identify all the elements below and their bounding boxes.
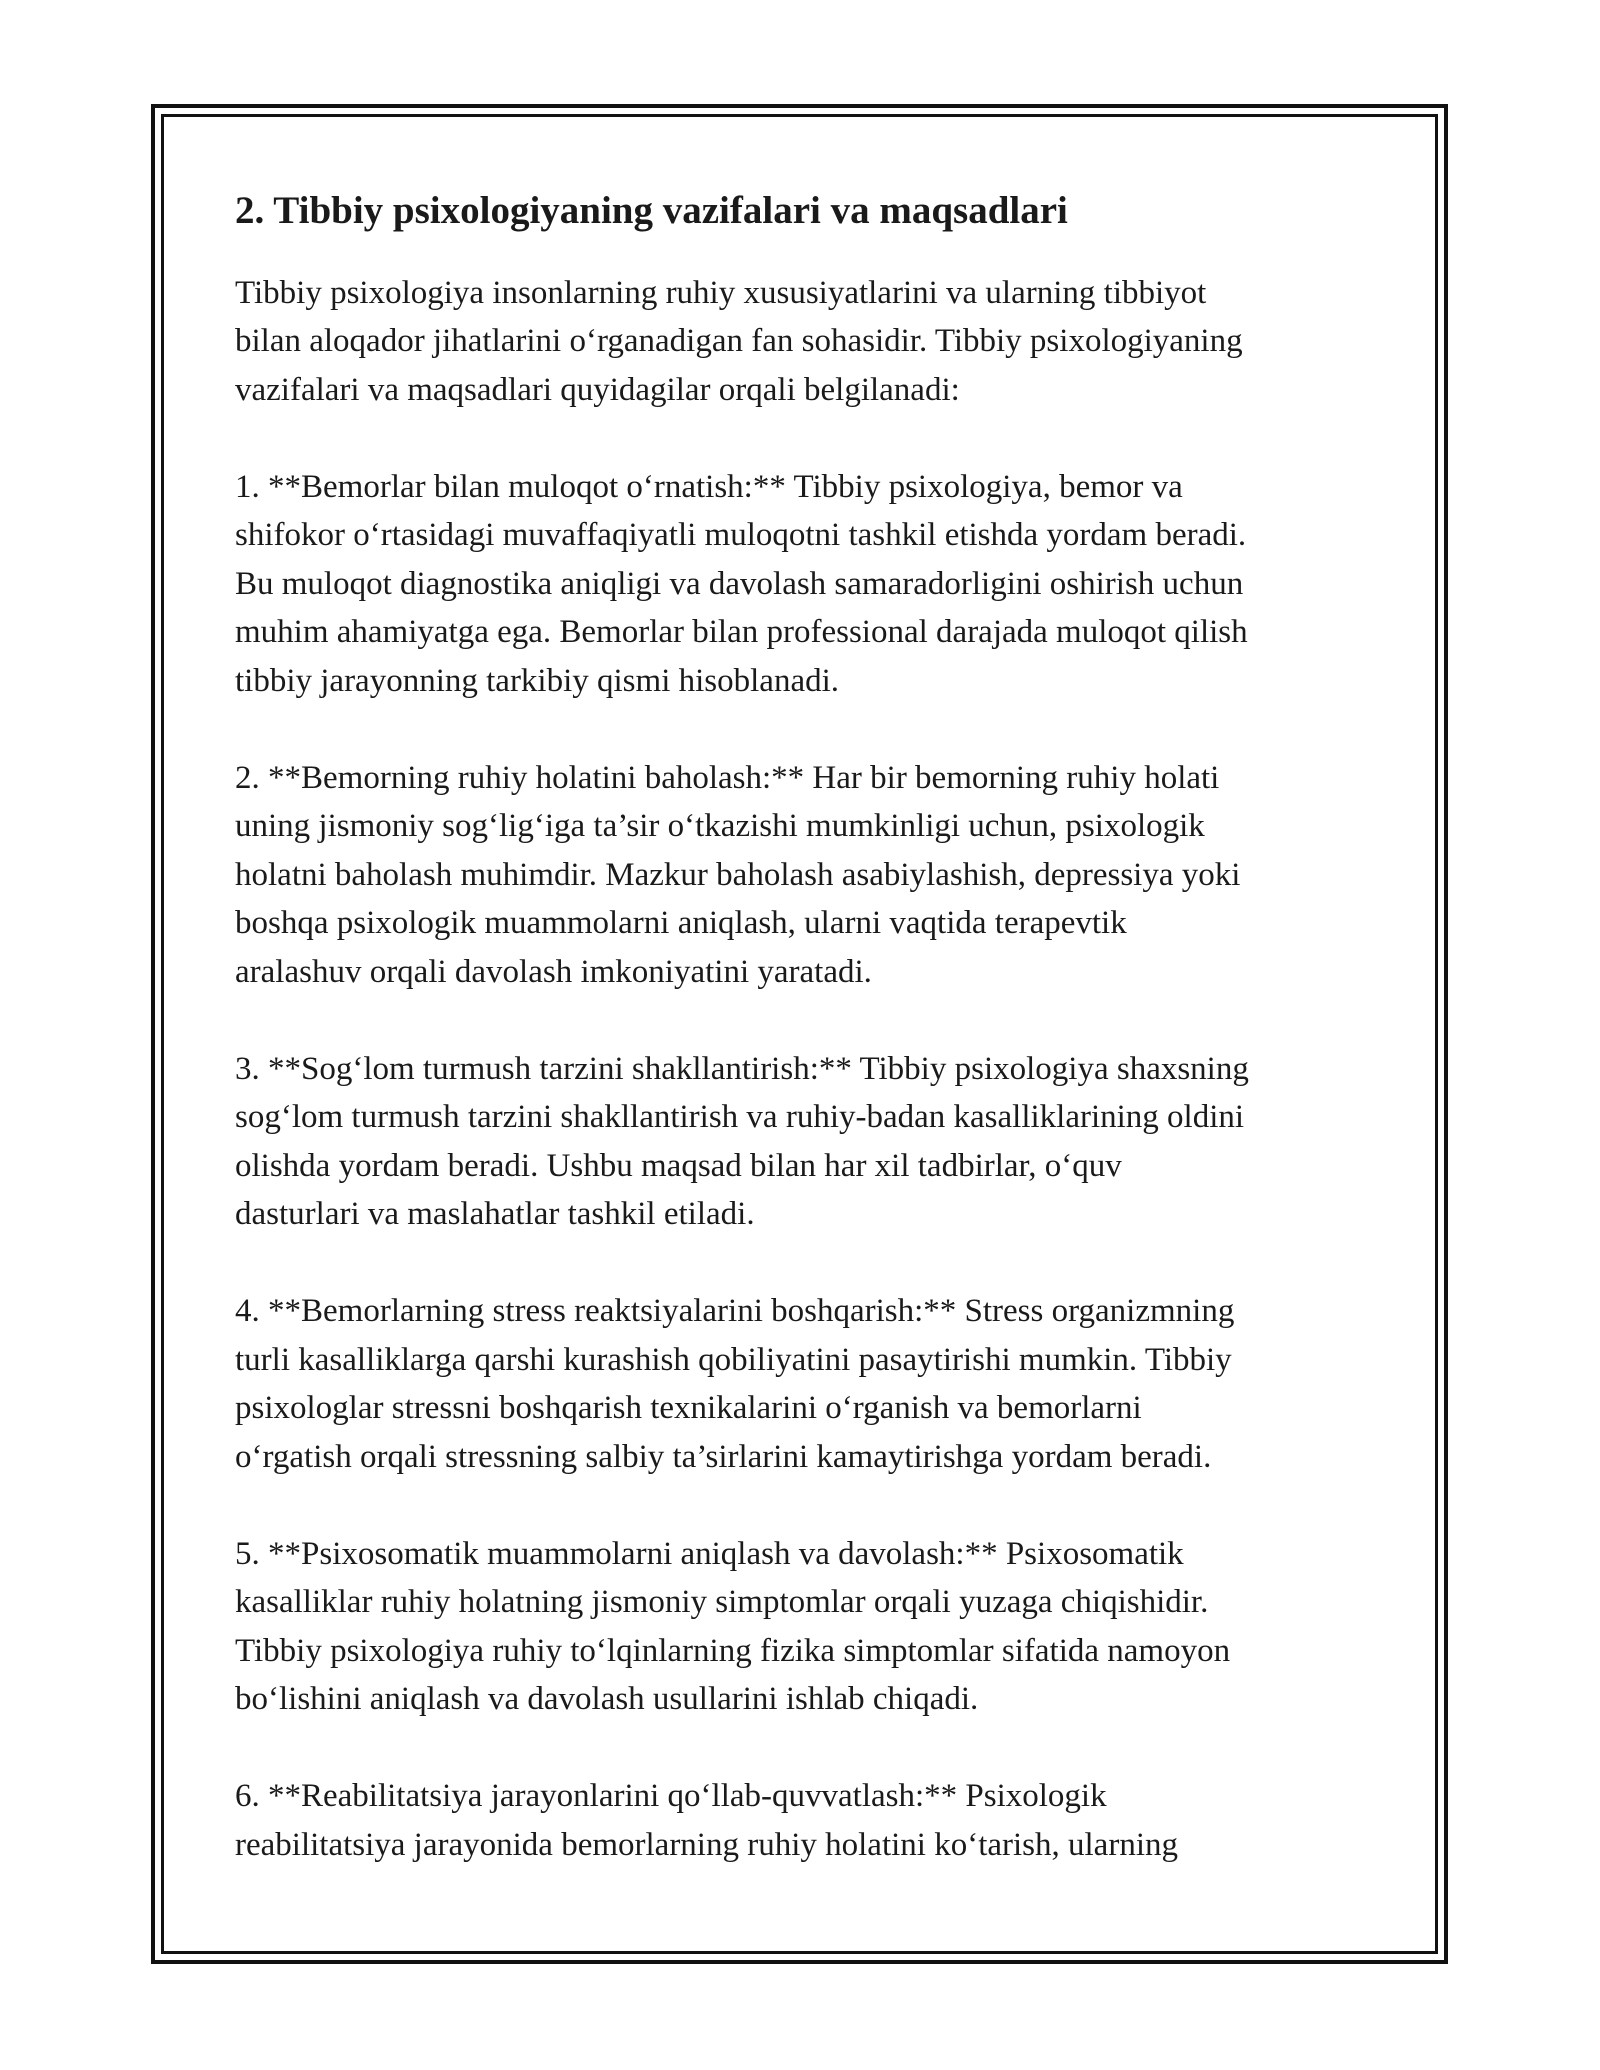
paragraph-item-1 — [235, 463, 1375, 706]
text-line: 6. **Reabilitatsiya jarayonlarini qo‘llab-quvvatlash:** Psixologik — [235, 1778, 1107, 1815]
text-line: holatni baholash muhimdir. Mazkur baholash asabiylashish, depressiya yoki — [235, 856, 1241, 893]
text-line: tibbiy jarayonning tarkibiy qismi hisoblanadi. — [235, 662, 840, 699]
text-line: bilan aloqador jihatlarini o‘rganadigan fan sohasidir. Tibbiy psixologiyaning — [235, 323, 1243, 360]
paragraph-item-6 — [235, 1772, 1375, 1869]
text-line: dasturlari va maslahatlar tashkil etiladi. — [235, 1196, 755, 1233]
text-line: 5. **Psixosomatik muammolarni aniqlash va davolash:** Psixosomatik — [235, 1535, 1184, 1572]
text-line: 1. **Bemorlar bilan muloqot o‘rnatish:** Tibbiy psixologiya, bemor va — [235, 468, 1183, 505]
document-content — [235, 188, 1375, 1918]
section-heading: 2. Tibbiy psixologiyaning vazifalari va maqsadlari — [235, 189, 1068, 232]
text-line: reabilitatsiya jarayonida bemorlarning ruhiy holatini ko‘tarish, ularning — [235, 1826, 1178, 1863]
text-line: 4. **Bemorlarning stress reaktsiyalarini boshqarish:** Stress organizmning — [235, 1293, 1235, 1330]
text-line: sog‘lom turmush tarzini shakllantirish va ruhiy-badan kasalliklarining oldini — [235, 1099, 1245, 1136]
paragraph-item-2 — [235, 754, 1375, 997]
paragraph-intro — [235, 269, 1375, 415]
text-line: Bu muloqot diagnostika aniqligi va davolash samaradorligini oshirish uchun — [235, 565, 1244, 602]
text-line: psixologlar stressni boshqarish texnikalarini o‘rganish va bemorlarni — [235, 1390, 1142, 1427]
text-line: 2. **Bemorning ruhiy holatini baholash:** Har bir bemorning ruhiy holati — [235, 759, 1220, 796]
text-line: vazifalari va maqsadlari quyidagilar orqali belgilanadi: — [235, 371, 960, 408]
text-line: Tibbiy psixologiya insonlarning ruhiy xususiyatlarini va ularning tibbiyot — [235, 274, 1207, 311]
text-line: Tibbiy psixologiya ruhiy to‘lqinlarning fizika simptomlar sifatida namoyon — [235, 1632, 1231, 1669]
text-line: boshqa psixologik muammolarni aniqlash, ularni vaqtida terapevtik — [235, 905, 1127, 942]
text-line: uning jismoniy sog‘lig‘iga ta’sir o‘tkazishi mumkinligi uchun, psixologik — [235, 808, 1205, 845]
text-line: muhim ahamiyatga ega. Bemorlar bilan professional darajada muloqot qilish — [235, 614, 1248, 651]
paragraph-item-3 — [235, 1045, 1375, 1239]
text-line: olishda yordam beradi. Ushbu maqsad bilan har xil tadbirlar, o‘quv — [235, 1147, 1122, 1184]
text-line: 3. **Sog‘lom turmush tarzini shakllantirish:** Tibbiy psixologiya shaxsning — [235, 1050, 1249, 1087]
text-line: kasalliklar ruhiy holatning jismoniy simptomlar orqali yuzaga chiqishidir. — [235, 1584, 1209, 1621]
paragraph-item-4 — [235, 1287, 1375, 1481]
text-line: aralashuv orqali davolash imkoniyatini yaratadi. — [235, 953, 872, 990]
text-line: turli kasalliklarga qarshi kurashish qobiliyatini pasaytirishi mumkin. Tibbiy — [235, 1341, 1232, 1378]
paragraph-item-5 — [235, 1530, 1375, 1724]
text-line: bo‘lishini aniqlash va davolash usullarini ishlab chiqadi. — [235, 1681, 979, 1718]
text-line: o‘rgatish orqali stressning salbiy ta’sirlarini kamaytirishga yordam beradi. — [235, 1438, 1212, 1475]
text-line: shifokor o‘rtasidagi muvaffaqiyatli muloqotni tashkil etishda yordam beradi. — [235, 517, 1247, 554]
